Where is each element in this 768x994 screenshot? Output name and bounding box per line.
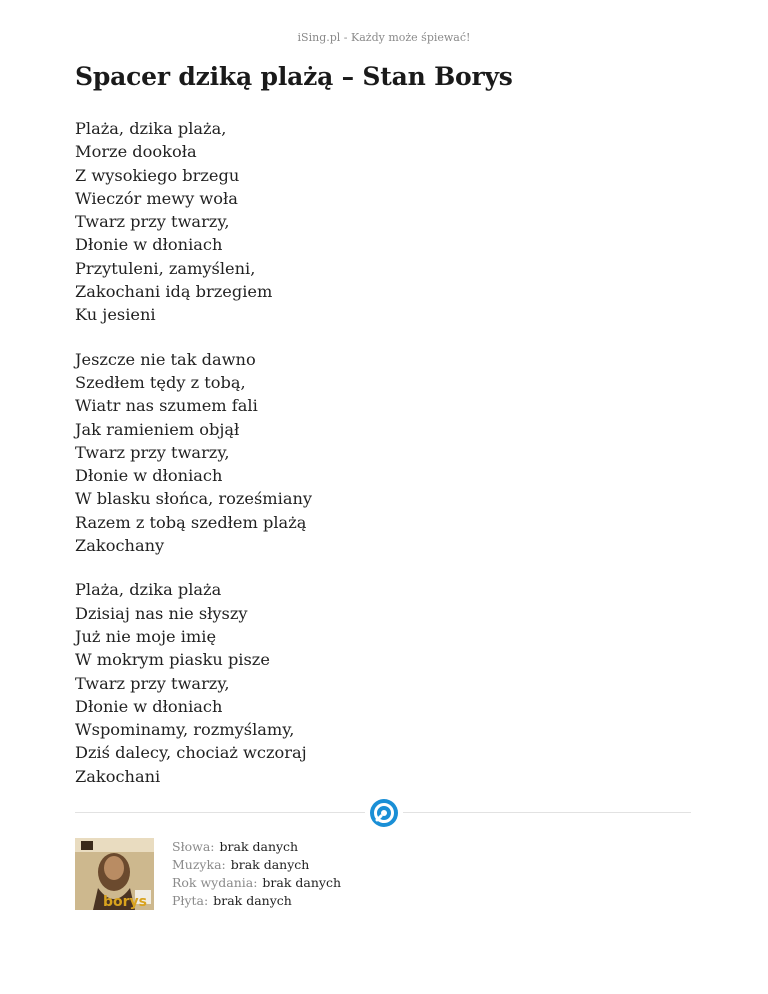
- lyric-line: Dzisiaj nas nie słyszy: [75, 603, 248, 623]
- ising-logo-icon: [369, 798, 399, 828]
- lyrics-stanza: [75, 578, 312, 788]
- lyric-line: Razem z tobą szedłem plażą: [75, 512, 307, 532]
- lyric-line: Wieczór mewy woła: [75, 188, 238, 208]
- lyrics: [75, 117, 312, 809]
- site-header: iSing.pl - Każdy może śpiewać!: [297, 31, 471, 44]
- lyric-line: Wspominamy, rozmyślamy,: [75, 720, 295, 740]
- song-title: Spacer dziką plażą – Stan Borys: [75, 62, 513, 91]
- lyric-line: Twarz przy twarzy,: [75, 212, 230, 232]
- lyrics-stanza: [75, 348, 312, 558]
- lyric-line: Ku jesieni: [75, 305, 156, 325]
- lyric-line: Dłonie w dłoniach: [75, 466, 223, 486]
- lyric-line: Już nie moje imię: [75, 626, 217, 646]
- lyric-line: Dłonie w dłoniach: [75, 235, 223, 255]
- lyric-line: Twarz przy twarzy,: [75, 673, 230, 693]
- lyric-line: Wiatr nas szumem fali: [75, 396, 258, 416]
- lyric-line: Zakochany: [75, 536, 165, 556]
- lyric-line: Zakochani: [75, 766, 161, 786]
- divider-line-right: [403, 812, 691, 813]
- lyric-line: Przytuleni, zamyśleni,: [75, 258, 256, 278]
- meta-words: Słowa: brak danych: [172, 839, 299, 854]
- song-meta: [172, 838, 341, 910]
- lyric-line: Dłonie w dłoniach: [75, 696, 223, 716]
- lyric-line: Zakochani idą brzegiem: [75, 282, 273, 302]
- lyric-line: Morze dookoła: [75, 142, 197, 162]
- lyric-line: Jeszcze nie tak dawno: [75, 349, 256, 369]
- lyrics-stanza: [75, 117, 312, 327]
- lyric-line: Szedłem tędy z tobą,: [75, 372, 246, 392]
- meta-album: Płyta: brak danych: [172, 893, 292, 908]
- lyric-line: Plaża, dzika plaża: [75, 580, 222, 600]
- album-cover-text: borys: [103, 894, 148, 910]
- lyric-line: Z wysokiego brzegu: [75, 165, 240, 185]
- album-cover-image: [75, 838, 154, 910]
- lyric-line: W blasku słońca, roześmiany: [75, 489, 313, 509]
- lyric-line: Twarz przy twarzy,: [75, 442, 230, 462]
- divider-line-left: [75, 812, 365, 813]
- meta-year: Rok wydania: brak danych: [172, 875, 342, 890]
- meta-music: Muzyka: brak danych: [172, 857, 310, 872]
- lyric-line: W mokrym piasku pisze: [75, 650, 270, 670]
- lyric-line: Plaża, dzika plaża,: [75, 119, 227, 138]
- lyric-line: Dziś dalecy, chociaż wczoraj: [75, 743, 307, 763]
- lyric-line: Jak ramieniem objął: [75, 419, 240, 439]
